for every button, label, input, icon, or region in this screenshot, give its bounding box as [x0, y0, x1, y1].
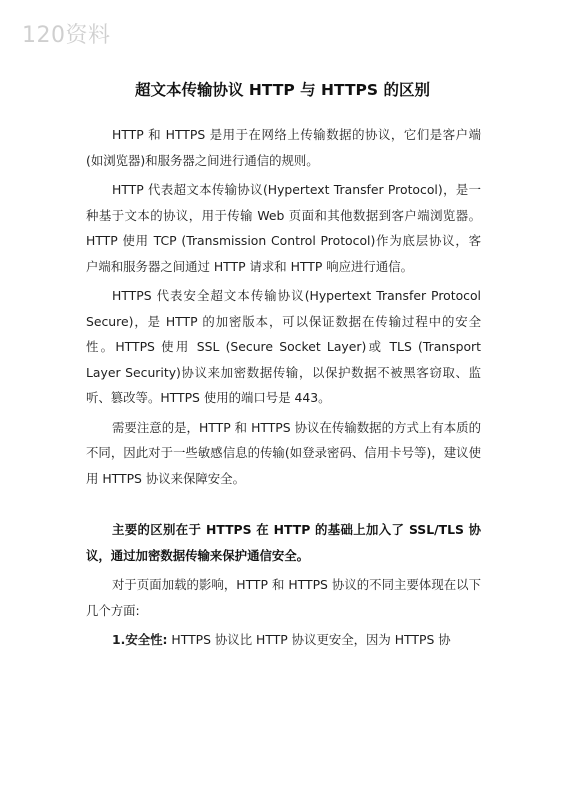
watermark-logo: 120资料 — [22, 23, 111, 48]
section-gap — [86, 495, 481, 517]
paragraph-load-intro: 对于页面加载的影响，HTTP 和 HTTPS 协议的不同主要体现在以下几个方面: — [86, 577, 481, 618]
paragraph-https: HTTPS 代表安全超文本传输协议(Hypertext Transfer Protocol Secure)，是 HTTP 的加密版本，可以保证数据在传输过程中的安全性。HTTPS 使用 SSL (Secure Socket Layer)或 TLS (Transport Layer Security)协议来加密数据传输，以保护数据不被黑客窃取、监听、篡改等。HTTPS 使用的端口号是 443。 — [86, 288, 481, 405]
paragraph-note: 需要注意的是，HTTP 和 HTTPS 协议在传输数据的方式上有本质的不同，因此对于一些敏感信息的传输(如登录密码、信用卡号等)，建议使用 HTTPS 协议来保障安全。 — [86, 419, 481, 486]
list-item-lead: 1.安全性: — [112, 632, 168, 647]
paragraph-http: HTTP 代表超文本传输协议(Hypertext Transfer Protocol)，是一种基于文本的协议，用于传输 Web 页面和其他数据到客户端浏览器。HTTP 使用 TCP (Transmission Control Protocol)作为底层协议，客户端和服务器之间通过 HTTP 请求和 HTTP 响应进行通信。 — [86, 182, 481, 274]
list-item — [86, 627, 481, 653]
document-body — [86, 122, 481, 653]
document-title: 超文本传输协议 HTTP 与 HTTPS 的区别 — [135, 81, 430, 99]
key-point: 主要的区别在于 HTTPS 在 HTTP 的基础上加入了 SSL/TLS 协议，通过加密数据传输来保护通信安全。 — [86, 522, 481, 563]
list-item-text: HTTPS 协议比 HTTP 协议更安全，因为 HTTPS 协 — [167, 632, 451, 647]
paragraph-intro: HTTP 和 HTTPS 是用于在网络上传输数据的协议，它们是客户端(如浏览器)和服务器之间进行通信的规则。 — [86, 127, 481, 168]
